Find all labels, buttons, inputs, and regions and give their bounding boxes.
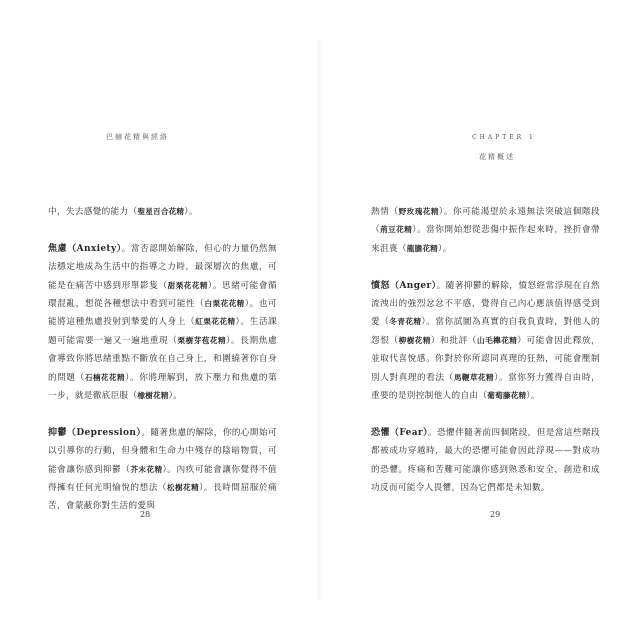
paragraph-text: ）。當你試圖為真實的自我負責時，對他人的怨恨（ [371, 317, 600, 346]
remedy-name: 松樹花精 [167, 483, 200, 493]
remedy-name: 橡樹花精 [137, 391, 169, 401]
paragraph-text: 。隨著焦慮的解除，你的心開始可以引導你的行動，但身體和生命力中殘存的陰暗物質，可能會讓你感到抑鬱（ [48, 427, 277, 475]
section-term: 憤怒（Anger） [371, 280, 437, 291]
remedy-name: 馬鞭草花精 [453, 372, 495, 382]
paragraph-text: ）。 [437, 243, 452, 254]
paragraph-text: ）。也可能將這種焦慮投射到摯愛的人身上（ [48, 299, 278, 328]
paragraph-depression [48, 424, 277, 516]
remedy-name: 聖星百合花精 [137, 207, 185, 216]
page-number-left: 28 [140, 510, 151, 519]
paragraph-text: ）。長期焦慮會導致你將思緒重點不斷放在自己身上，和圍繞著你自身的問題（ [48, 335, 278, 383]
running-head-chapter: CHAPTER 1 [472, 134, 536, 141]
remedy-name: 芥末花精 [130, 464, 163, 474]
section-term: 恐懼（Fear） [371, 427, 429, 438]
running-head-left: 巴赫花精與經絡 [106, 133, 169, 141]
paragraph-text: ）和批評（ [430, 335, 477, 346]
remedy-name: 龍膽花精 [406, 243, 438, 253]
remedy-name: 冬青花精 [389, 317, 422, 327]
paragraph-text: ）。你可能渴望於永遠無法突破這個階段（ [371, 207, 600, 236]
paragraph-anger [371, 277, 600, 406]
page-number-right: 29 [490, 510, 501, 519]
paragraph-text: ）。長時間屈服於痛苦，會蒙蔽你對生活的愛與 [48, 483, 277, 512]
left-page-body [48, 203, 277, 516]
paragraph-text: 。當否認開始解除，但心的力量仍然無法穩定地成為生活中的指導之力時，最深層次的焦慮，可能是在痛苦中感到形單影隻（ [48, 243, 278, 291]
paragraph-text: 。恐懼伴隨著前四個階段，但是當這些階段都被成功穿越時，最大的恐懼可能會因此浮現——對成功的恐懼。疼痛和苦難可能讓你感到熟悉和安全，創造和成功反而可能令人畏懼，因為它們都是未知數。 [371, 427, 600, 494]
gutter-shadow [318, 40, 322, 600]
remedy-name: 栗樹芽苞花精 [177, 335, 227, 345]
paragraph-text: ）。內疚可能會讓你覺得不值得擁有任何光明愉悅的想法（ [48, 464, 277, 494]
paragraph-text: ）。思緒可能會循環混亂，想從各種想法中看到可能性（ [48, 280, 277, 310]
paragraph-text: ）。生活課題可能需要一遍又一遍地重現（ [48, 317, 278, 346]
paragraph-text: ）。你將理解到，放下壓力和焦慮的第一步，就是徹底臣服（ [48, 372, 278, 402]
remedy-name: 荊豆花精 [380, 225, 413, 235]
paragraph [371, 203, 600, 258]
remedy-name: 葡萄藤花精 [487, 391, 527, 401]
remedy-name: 柳樹花精 [398, 335, 431, 345]
paragraph-text: ）。當你努力獲得自由時，重要的是別控制他人的自由（ [371, 372, 601, 402]
paragraph [48, 203, 277, 221]
remedy-name: 山毛櫸花精 [477, 335, 518, 345]
remedy-name: 石楠花花精 [84, 372, 126, 382]
paragraph-text: ）。 [526, 391, 540, 402]
right-page-body [371, 203, 600, 497]
paragraph-text: 中，失去感覺的能力（ [48, 207, 138, 217]
paragraph-text: ）。 [168, 391, 183, 402]
remedy-name: 紅栗花花精 [195, 317, 236, 327]
section-term: 抑鬱（Depression） [48, 427, 142, 438]
section-term: 焦慮（Anxiety） [48, 243, 122, 254]
paragraph-text: ）。當你開始想從悲傷中振作起來時，挫折會帶來沮喪（ [371, 225, 600, 254]
remedy-name: 白栗花花精 [204, 299, 245, 309]
paragraph-text: ）可能會因此釋放，並取代喜悅感。你對於你所認同真理的狂熱，可能會壓制別人對真理的看法（ [371, 335, 600, 383]
paragraph-text: 熱情（ [371, 207, 399, 217]
remedy-name: 野玫瑰花精 [398, 207, 439, 216]
paragraph-fear [371, 424, 600, 498]
paragraph-anxiety [48, 240, 277, 406]
remedy-name: 甜栗花花精 [167, 280, 208, 290]
paragraph-text: ）。 [184, 207, 198, 217]
running-head-right: 花精概述 [479, 153, 515, 161]
paragraph-text: 。隨著抑鬱的解除，憤怒經常浮現在自然流洩出的強烈忿忿不平感，覺得自己內心應該值得感受到愛（ [371, 280, 600, 328]
